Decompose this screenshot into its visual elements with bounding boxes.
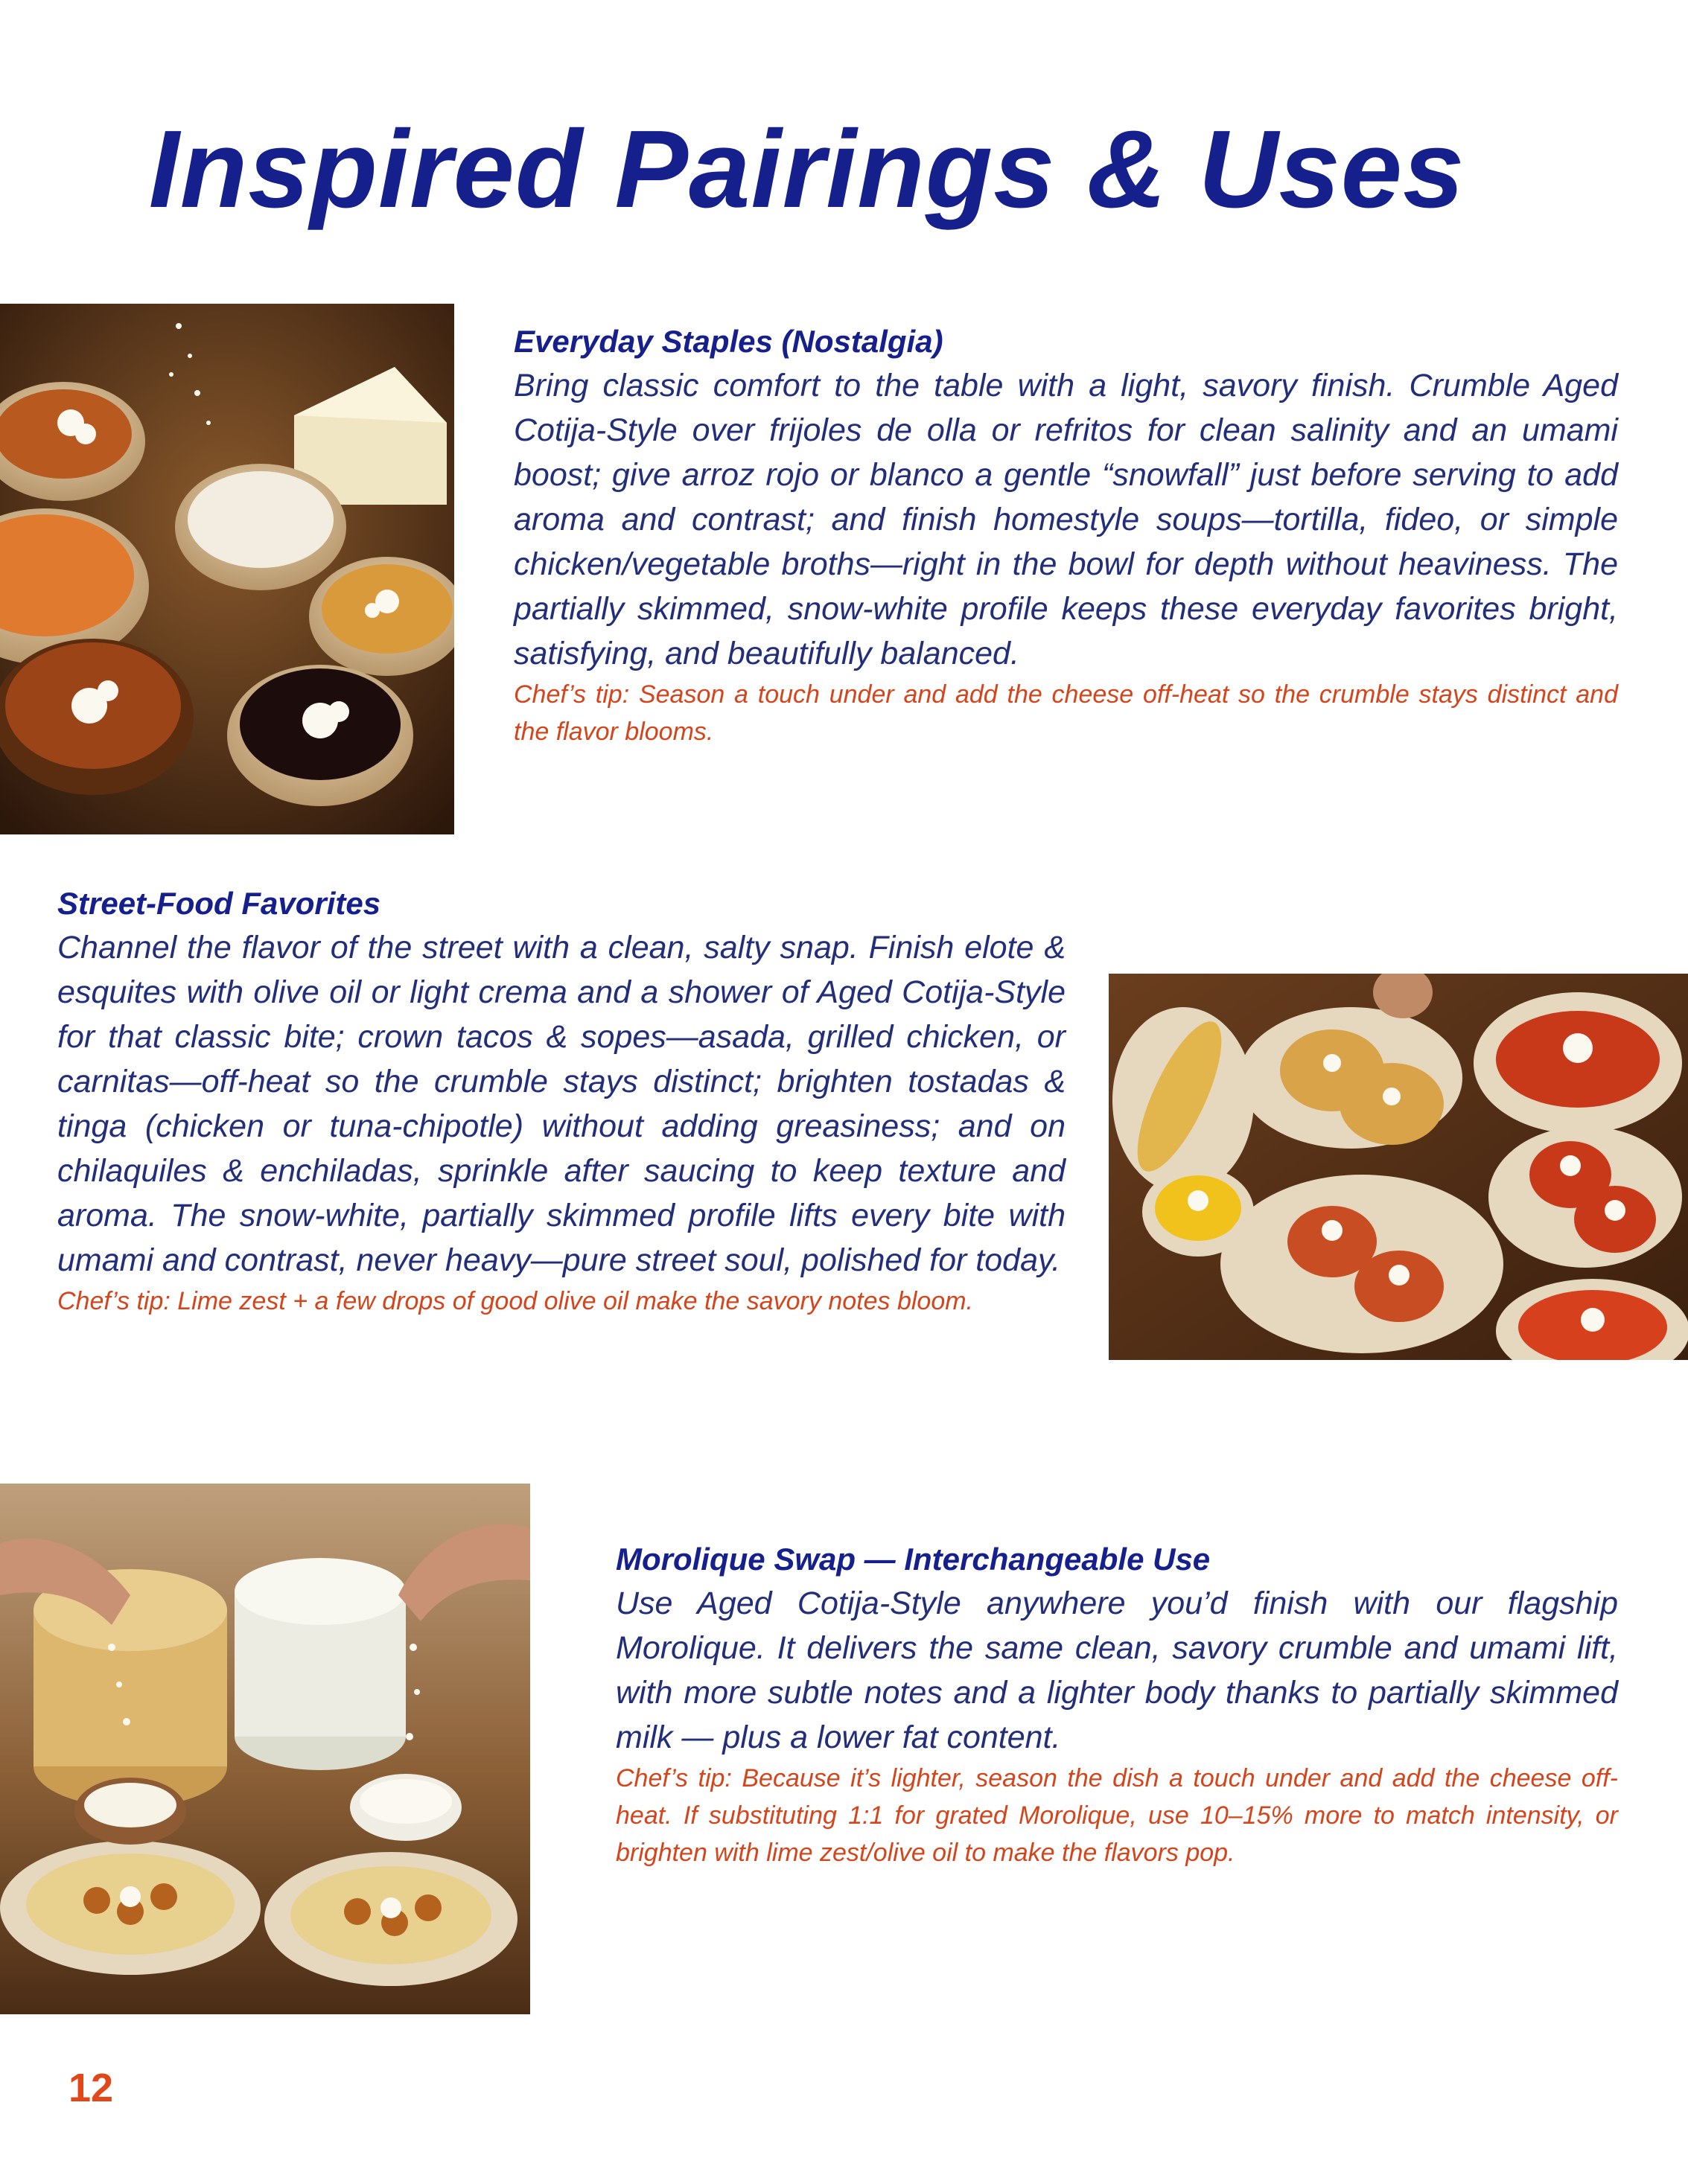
swap-section	[616, 1538, 1618, 1871]
swap-tip: Chef’s tip: Because it’s lighter, season the dish a touch under and add the cheese off-heat. If substituting 1:1 for grated Morolique, use 10–15% more to match intensity, or brighten with lime zest/olive oil to make the flavors pop.	[616, 1764, 1618, 1867]
staples-heading: Everyday Staples (Nostalgia)	[514, 324, 943, 359]
swap-heading: Morolique Swap — Interchangeable Use	[616, 1542, 1211, 1577]
swap-photo	[0, 1484, 530, 2014]
street-food-body: Channel the flavor of the street with a clean, salty snap. Finish elote & esquites with olive oil or light crema and a shower of Aged Cotija-Style for that classic bite; crown tacos & sopes—asada, grilled chicken, or carnitas—off-heat so the crumble stays distinct; brighten tostadas & tinga (chicken or tuna-chipotle) without adding greasiness; and on chilaquiles & enchiladas, sprinkle after saucing to keep texture and aroma. The snow-white, partially skimmed profile lifts every bite with umami and contrast, never heavy—pure street soul, polished for today.	[57, 930, 1066, 1278]
street-food-heading: Street-Food Favorites	[57, 886, 381, 921]
staples-photo	[0, 304, 454, 834]
street-food-tip: Chef’s tip: Lime zest + a few drops of good olive oil make the savory notes bloom.	[57, 1287, 973, 1315]
staples-section	[514, 320, 1618, 750]
street-food-photo	[1109, 974, 1688, 1360]
page-title: Inspired Pairings & Uses	[148, 108, 1465, 231]
page-number: 12	[69, 2066, 114, 2110]
staples-tip: Chef’s tip: Season a touch under and add the cheese off-heat so the crumble stays distinct and the flavor blooms.	[514, 680, 1618, 746]
swap-body: Use Aged Cotija-Style anywhere you’d finish with our flagship Morolique. It delivers the same clean, savory crumble and umami lift, with more subtle notes and a lighter body thanks to partially skimmed milk — plus a lower fat content.	[616, 1586, 1618, 1755]
street-food-section	[57, 882, 1066, 1320]
staples-body: Bring classic comfort to the table with a light, savory finish. Crumble Aged Cotija-Style over frijoles de olla or refritos for clean salinity and an umami boost; give arroz rojo or blanco a gentle “snowfall” just before serving to add aroma and contrast; and finish homestyle soups—tortilla, fideo, or simple chicken/vegetable broths—right in the bowl for depth without heaviness. The partially skimmed, snow-white profile keeps these everyday favorites bright, satisfying, and beautifully balanced.	[514, 368, 1618, 671]
